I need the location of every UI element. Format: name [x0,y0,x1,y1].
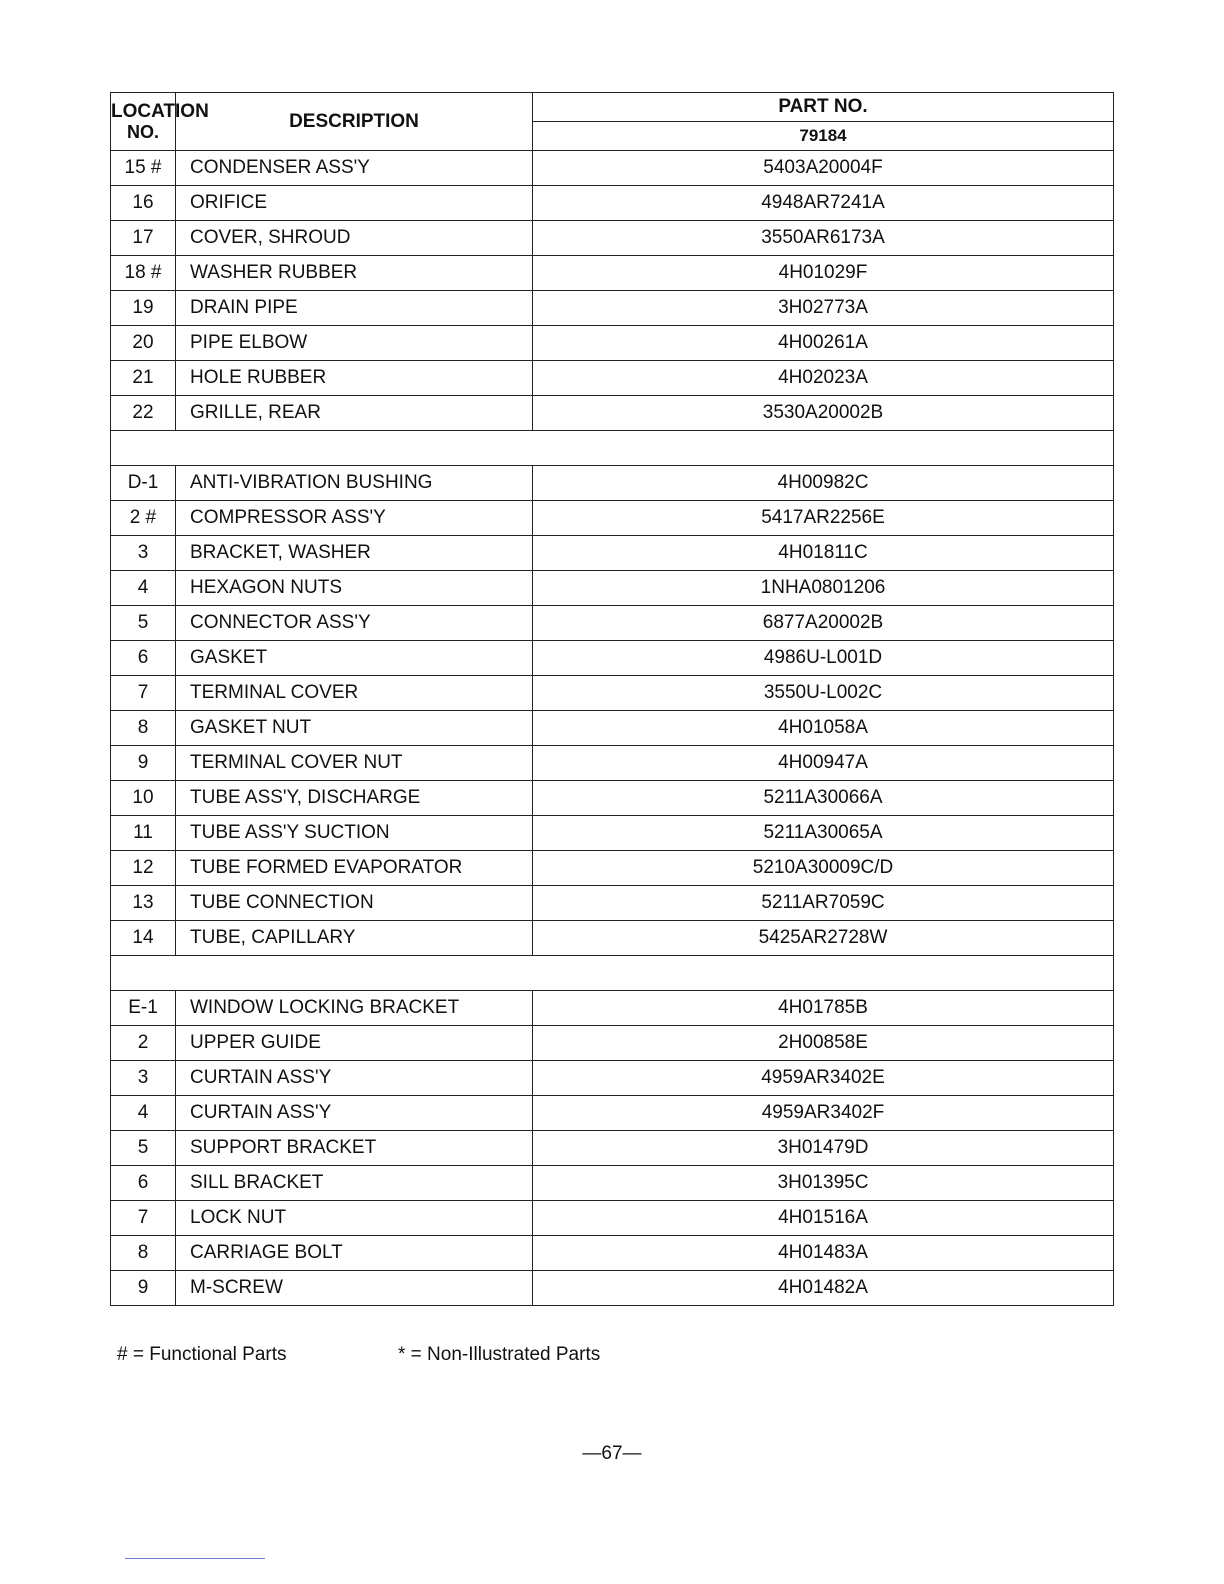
part-number-cell: 4986U-L001D [533,641,1114,676]
description-cell: ANTI-VIBRATION BUSHING [176,466,533,501]
location-cell: 3 [111,1061,176,1096]
part-number-cell: 4948AR7241A [533,186,1114,221]
location-cell: 5 [111,606,176,641]
location-cell: 8 [111,1236,176,1271]
part-number-cell: 1NHA0801206 [533,571,1114,606]
legend-functional: # = Functional Parts [117,1344,287,1365]
description-cell: CONNECTOR ASS'Y [176,606,533,641]
location-cell: 5 [111,1131,176,1166]
table-row [111,361,1114,396]
description-cell: TUBE CONNECTION [176,886,533,921]
part-number-cell: 5211AR7059C [533,886,1114,921]
location-cell: D-1 [111,466,176,501]
legend-non-illustrated: * = Non-Illustrated Parts [398,1344,601,1365]
table-row [111,641,1114,676]
no-label: NO. [126,121,159,142]
table-row [111,1236,1114,1271]
location-cell: 8 [111,711,176,746]
location-cell: 15 # [111,151,176,186]
description-cell: SILL BRACKET [176,1166,533,1201]
description-cell: COVER, SHROUD [176,221,533,256]
table-row [111,921,1114,956]
description-header: DESCRIPTION [176,93,533,151]
part-number-cell: 3550U-L002C [533,676,1114,711]
description-cell: UPPER GUIDE [176,1026,533,1061]
location-cell: 2 [111,1026,176,1061]
part-number-cell: 5425AR2728W [533,921,1114,956]
description-cell: ORIFICE [176,186,533,221]
table-row [111,851,1114,886]
location-cell: 6 [111,1166,176,1201]
table-row [111,1096,1114,1131]
table-row [111,186,1114,221]
location-cell: 10 [111,781,176,816]
table-row [111,781,1114,816]
table-row [111,1026,1114,1061]
description-cell: GRILLE, REAR [176,396,533,431]
description-cell: TUBE ASS'Y SUCTION [176,816,533,851]
part-number-cell: 4H01483A [533,1236,1114,1271]
description-cell: PIPE ELBOW [176,326,533,361]
description-cell: CONDENSER ASS'Y [176,151,533,186]
description-cell: BRACKET, WASHER [176,536,533,571]
location-cell: 12 [111,851,176,886]
parts-table-body [111,151,1114,1306]
table-row [111,221,1114,256]
part-number-cell: 5403A20004F [533,151,1114,186]
part-number-cell: 4H01811C [533,536,1114,571]
description-cell: TERMINAL COVER [176,676,533,711]
location-header [111,93,209,151]
description-cell: TUBE ASS'Y, DISCHARGE [176,781,533,816]
location-cell: 22 [111,396,176,431]
table-row [111,1271,1114,1306]
description-cell: CARRIAGE BOLT [176,1236,533,1271]
part-number-cell: 4959AR3402E [533,1061,1114,1096]
part-number-cell: 5211A30065A [533,816,1114,851]
divider-line [125,1558,265,1559]
table-row [111,466,1114,501]
description-cell: SUPPORT BRACKET [176,1131,533,1166]
part-number-cell: 4H00982C [533,466,1114,501]
part-number-cell: 4H00947A [533,746,1114,781]
parts-table [110,92,1114,1306]
description-cell: TERMINAL COVER NUT [176,746,533,781]
part-number-cell: 5211A30066A [533,781,1114,816]
location-cell: 13 [111,886,176,921]
part-number-cell: 4H00261A [533,326,1114,361]
description-cell: LOCK NUT [176,1201,533,1236]
table-row [111,396,1114,431]
table-row [111,991,1114,1026]
table-row [111,746,1114,781]
table-row [111,501,1114,536]
description-cell: CURTAIN ASS'Y [176,1096,533,1131]
location-cell: 14 [111,921,176,956]
location-cell: 4 [111,1096,176,1131]
table-row [111,1061,1114,1096]
part-number-cell: 3550AR6173A [533,221,1114,256]
table-row [111,606,1114,641]
description-cell: CURTAIN ASS'Y [176,1061,533,1096]
description-cell: GASKET [176,641,533,676]
table-row [111,571,1114,606]
location-cell: 18 # [111,256,176,291]
part-number-cell: 4H01482A [533,1271,1114,1306]
part-number-cell: 4H01029F [533,256,1114,291]
table-row [111,1201,1114,1236]
section-separator-row [111,431,1114,466]
blank-cell [111,431,1114,466]
table-row [111,816,1114,851]
part-number-cell: 4H01058A [533,711,1114,746]
location-cell: 7 [111,676,176,711]
table-row [111,291,1114,326]
table-row [111,536,1114,571]
location-cell: 6 [111,641,176,676]
description-cell: GASKET NUT [176,711,533,746]
part-number-cell: 4H01516A [533,1201,1114,1236]
description-cell: HEXAGON NUTS [176,571,533,606]
blank-cell [111,956,1114,991]
table-row [111,711,1114,746]
description-cell: COMPRESSOR ASS'Y [176,501,533,536]
description-cell: WINDOW LOCKING BRACKET [176,991,533,1026]
location-cell: 9 [111,746,176,781]
part-number-cell: 4H01785B [533,991,1114,1026]
part-number-cell: 5210A30009C/D [533,851,1114,886]
model-number-header: 79184 [533,122,1114,151]
location-cell: 21 [111,361,176,396]
location-cell: E-1 [111,991,176,1026]
part-number-cell: 4959AR3402F [533,1096,1114,1131]
part-number-cell: 3H01395C [533,1166,1114,1201]
location-cell: 19 [111,291,176,326]
location-cell: 11 [111,816,176,851]
location-cell: 3 [111,536,176,571]
part-number-cell: 4H02023A [533,361,1114,396]
part-number-cell: 5417AR2256E [533,501,1114,536]
description-cell: M-SCREW [176,1271,533,1306]
page-number: —67— [582,1443,642,1464]
table-row [111,151,1114,186]
part-number-cell: 3530A20002B [533,396,1114,431]
part-no-header: PART NO. [533,93,1114,122]
location-label: LOCATION [111,100,209,122]
location-cell: 20 [111,326,176,361]
location-cell: 7 [111,1201,176,1236]
section-separator-row [111,956,1114,991]
description-cell: DRAIN PIPE [176,291,533,326]
table-row [111,1131,1114,1166]
location-cell: 17 [111,221,176,256]
location-cell: 4 [111,571,176,606]
header-row [111,93,1114,122]
location-cell: 2 # [111,501,176,536]
table-row [111,256,1114,291]
location-cell: 16 [111,186,176,221]
description-cell: TUBE, CAPILLARY [176,921,533,956]
table-row [111,676,1114,711]
description-cell: WASHER RUBBER [176,256,533,291]
table-row [111,326,1114,361]
location-cell: 9 [111,1271,176,1306]
part-number-cell: 6877A20002B [533,606,1114,641]
table-row [111,1166,1114,1201]
part-number-cell: 2H00858E [533,1026,1114,1061]
description-cell: HOLE RUBBER [176,361,533,396]
part-number-cell: 3H02773A [533,291,1114,326]
table-row [111,886,1114,921]
description-cell: TUBE FORMED EVAPORATOR [176,851,533,886]
part-number-cell: 3H01479D [533,1131,1114,1166]
